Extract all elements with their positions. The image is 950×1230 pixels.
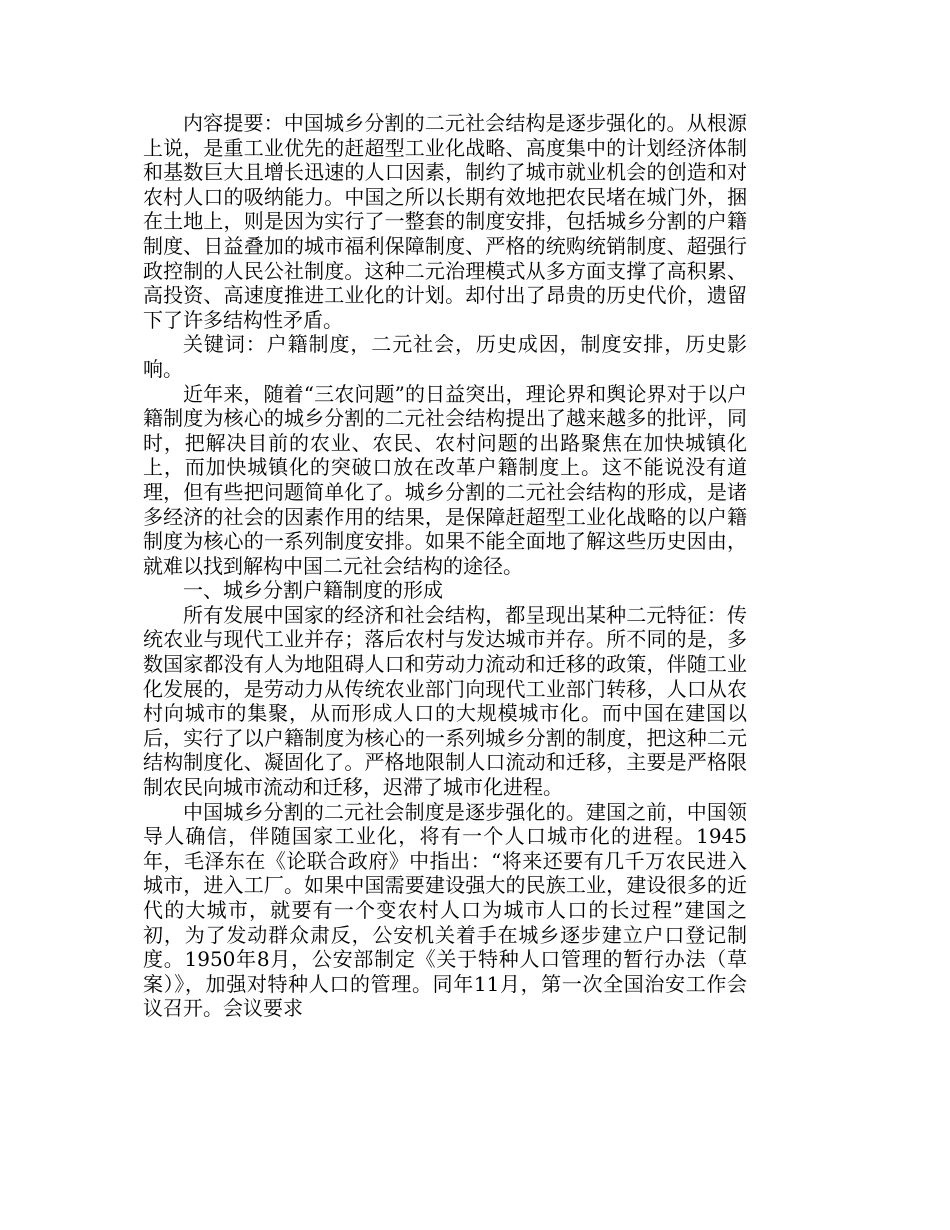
body-paragraph: 中国城乡分割的二元社会制度是逐步强化的。建国之前，中国领导人确信，伴随国家工业化，将有一个人口城市化的进程。1945年，毛泽东在《论联合政府》中指出：“将来还要有几千万农民进入城市，进入工厂。如果中国需要建设强大的民族工业，建设很多的近代的大城市，就要有一个变农村人口为城市人口的长过程”建国之初，为了发动群众肃反，公安机关着手在城乡逐步建立户口登记制度。1950年8月，公安部制定《关于特种人口管理的暂行办法（草案）》，加强对特种人口的管理。同年11月，第一次全国治安工作会议召开。会议要求 [143,799,747,1021]
intro-paragraph: 近年来，随着“三农问题”的日益突出，理论界和舆论界对于以户籍制度为核心的城乡分割的二元社会结构提出了越来越多的批评，同时，把解决目前的农业、农民、农村问题的出路聚焦在加快城镇化上，而加快城镇化的突破口放在改革户籍制度上。这不能说没有道理，但有些把问题简单化了。城乡分割的二元社会结构的形成，是诸多经济的社会的因素作用的结果，是保障赶超型工业化战略的以户籍制度为核心的一系列制度安排。如果不能全面地了解这些历史因由，就难以找到解构中国二元社会结构的途径。 [143,381,747,578]
abstract-paragraph: 内容提要：中国城乡分割的二元社会结构是逐步强化的。从根源上说，是重工业优先的赶超型工业化战略、高度集中的计划经济体制和基数巨大且增长迅速的人口因素，制约了城市就业机会的创造和对农村人口的吸纳能力。中国之所以长期有效地把农民堵在城门外，捆在土地上，则是因为实行了一整套的制度安排，包括城乡分割的户籍制度、日益叠加的城市福利保障制度、严格的统购统销制度、超强行政控制的人民公社制度。这种二元治理模式从多方面支撑了高积累、高投资、高速度推进工业化的计划。却付出了昂贵的历史代价，遗留下了许多结构性矛盾。 [143,111,747,332]
body-paragraph: 所有发展中国家的经济和社会结构，都呈现出某种二元特征：传统农业与现代工业并存；落后农村与发达城市并存。所不同的是，多数国家都没有人为地阻碍人口和劳动力流动和迁移的政策，伴随工业化发展的，是劳动力从传统农业部门向现代工业部门转移，人口从农村向城市的集聚，从而形成人口的大规模城市化。而中国在建国以后，实行了以户籍制度为核心的一系列城乡分割的制度，把这种二元结构制度化、凝固化了。严格地限制人口流动和迁移，主要是严格限制农民向城市流动和迁移，迟滞了城市化进程。 [143,602,747,800]
document-body [143,111,747,1021]
section-heading: 一、城乡分割户籍制度的形成 [183,578,443,603]
keywords-paragraph: 关键词：户籍制度，二元社会，历史成因，制度安排，历史影响。 [143,332,747,381]
